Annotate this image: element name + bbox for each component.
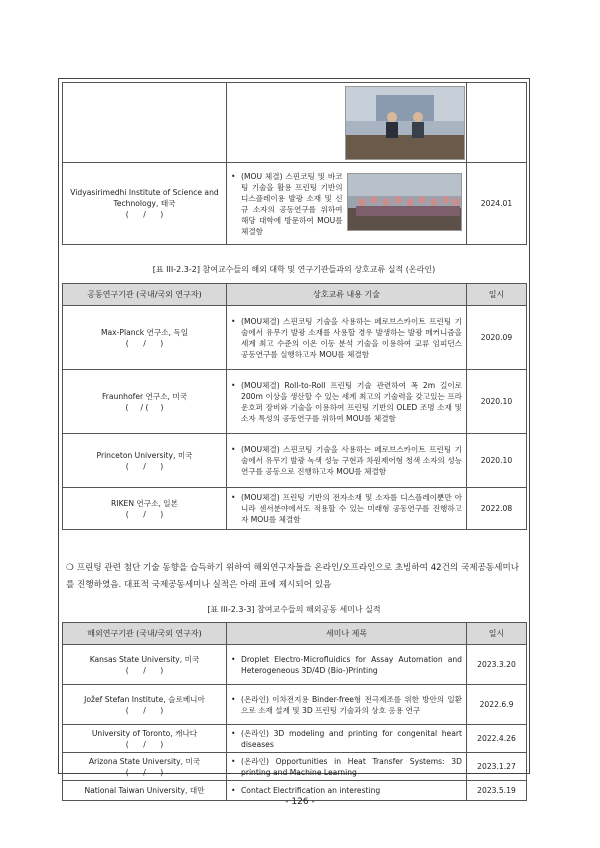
researcher-names: ( / ) [125,210,164,219]
table-row [63,370,527,434]
bullet-mark: • [231,728,236,738]
institution-name: Kansas State University, 미국 [89,654,200,664]
table-header-row [63,623,527,645]
seminar-title: (온라인) 3D modeling and printing for congenital heart diseases [241,728,462,749]
institution-name: Fraunhofer 연구소, 미국 [101,391,188,401]
institution-name: Arizona State University, 미국 [88,756,201,766]
table-caption: [표 III-2.3-3] 참여교수들의 해외공동 세미나 실적 [207,605,381,614]
seminar-date: 2022.4.26 [467,725,527,753]
mou-date: 2024.01 [467,163,527,245]
seminar-title: (온라인) Opportunities in Heat Transfer Systems: 3D printing and Machine Learning [241,756,462,777]
seminar-date: 2022.6.9 [467,685,527,725]
paragraph-marker: ❍ [66,563,74,573]
body-paragraph [66,560,524,594]
seminar-title: Droplet Electro-Microfluidics for Assay Automation and Heterogeneous 3D/4D (Bio-)Printing [241,654,462,675]
column-header: 일시 [467,284,527,306]
exchange-date: 2022.08 [467,488,527,530]
bullet-mark: • [231,694,236,704]
table-row [63,163,527,245]
mou-description: (MOU 체결) 스핀코팅 및 바코팅 기술을 활용 프린팅 기반의 디스플레이용 발광 소재 및 신규 소자의 공동연구를 위하여 해당 대학에 방문하여 MOU를 체결함 [241,171,343,236]
table-row [63,83,527,163]
exchange-description: (MOU체결) 스핀코팅 기술을 사용하는 페로브스카이트 프린팅 기술에서 유무기 발광 소재를 사용할 경우 발생하는 발광 메커니즘을 세계 최고 수준의 이온 이동 분석 기술을 이용하여 교류 임피던스 공동연구를 실행하고자 MOU를 체결함 [241,316,462,359]
researcher-names: ( / ) [125,338,164,348]
table-row [63,725,527,753]
institution-name: University of Toronto, 캐나다 [91,728,198,738]
exchange-table [62,283,527,530]
institution-name: Princeton University, 미국 [96,450,193,460]
bullet-mark: • [231,445,236,454]
mou-signing-photo [345,86,465,160]
institution-name: Vidyasirimedhi Institute of Science and Technology, 태국 [70,188,219,208]
table-row [63,306,527,370]
seminar-table [62,622,527,801]
table-row [63,488,527,530]
column-header: 해외연구기관 (국내/국외 연구자) [63,623,227,645]
bullet-mark: • [231,654,236,664]
researcher-names: ( / ) [125,665,164,675]
table-row [63,645,527,685]
exchange-description: (MOU체결) 스핀코팅 기술을 사용하는 페로브스카이트 프린팅 기술에서 유무기 발광 녹색 성능 구현과 차원제어형 청색 소자의 성능 연구를 공동으로 진행하고자 MOU를 체결함 [241,445,462,476]
seminar-title: Contact Electrification an interesting [241,786,381,795]
photo-image [348,174,462,230]
institution-name: National Taiwan University, 대만 [84,786,205,795]
bullet-mark: • [231,316,236,326]
researcher-names: ( / ( ) [125,402,164,412]
seminar-title: (온라인) 이차전지용 Binder-free형 전극제조를 위한 방안의 일환으로 소재 설계 및 3D 프린팅 기술과의 상호 응용 연구 [241,694,462,715]
mou-table-continued [62,82,527,245]
table-caption: [표 III-2.3-2] 참여교수들의 해외 대학 및 연구기관들과의 상호교류 실적 (온라인) [152,265,436,274]
exchange-date: 2020.10 [467,370,527,434]
exchange-date: 2020.09 [467,306,527,370]
researcher-names: ( / ) [125,509,164,519]
bullet-mark: • [231,380,236,390]
seminar-date: 2023.1.27 [467,753,527,781]
exchange-date: 2020.10 [467,434,527,488]
researcher-names: ( / ) [125,767,164,777]
bullet-mark: • [231,493,236,502]
page-number: - 126 - [285,797,315,807]
bullet-mark: • [231,171,236,181]
column-header: 세미나 제목 [227,623,467,645]
table-row [63,434,527,488]
institution-name: RIKEN 연구소, 일본 [111,498,178,508]
group-photo [347,173,462,231]
institution-name: Jožef Stefan Institute, 슬로베니아 [84,694,205,704]
column-header: 상호교류 내용 기술 [227,284,467,306]
researcher-names: ( / ) [125,739,164,749]
institution-name: Max-Planck 연구소, 독일 [100,327,189,337]
bullet-mark: • [231,786,236,795]
bullet-mark: • [231,756,236,766]
paragraph-text: 프린팅 관련 첨단 기술 동향을 습득하기 위하여 해외연구자들을 온라인/오프라인으로 초빙하여 42건의 국제공동세미나를 진행하였음. 대표적 국제공동세미나 실적은 아래 표에 제시되어 있음 [66,563,520,590]
column-header: 일시 [467,623,527,645]
table-row [63,685,527,725]
seminar-date: 2023.3.20 [467,645,527,685]
researcher-names: ( / ) [125,461,164,471]
exchange-description: (MOU체결) 프린팅 기반의 전자소재 및 소자를 디스플레이뿐만 아니라 센서분야에서도 적용할 수 있는 미래형 공동연구를 진행하고자 MOU를 체결함 [241,493,462,524]
table-header-row [63,284,527,306]
researcher-names: ( / ) [125,705,164,715]
column-header: 공동연구기관 (국내/국외 연구자) [63,284,227,306]
exchange-description: (MOU체결) Roll-to-Roll 프린팅 기술 관련하여 폭 2m 길이로 200m 이상을 생산할 수 있는 세계 최고의 기술력을 갖고있는 프라운호퍼 장비와 기술을 이용하여 프린팅 기반의 OLED 조명 소재 및 소자 특성의 공동연구를 위하여 MOU를 체결함 [241,380,462,423]
seminar-date: 2023.5.19 [467,781,527,801]
table-row [63,753,527,781]
photo-image [346,87,464,159]
